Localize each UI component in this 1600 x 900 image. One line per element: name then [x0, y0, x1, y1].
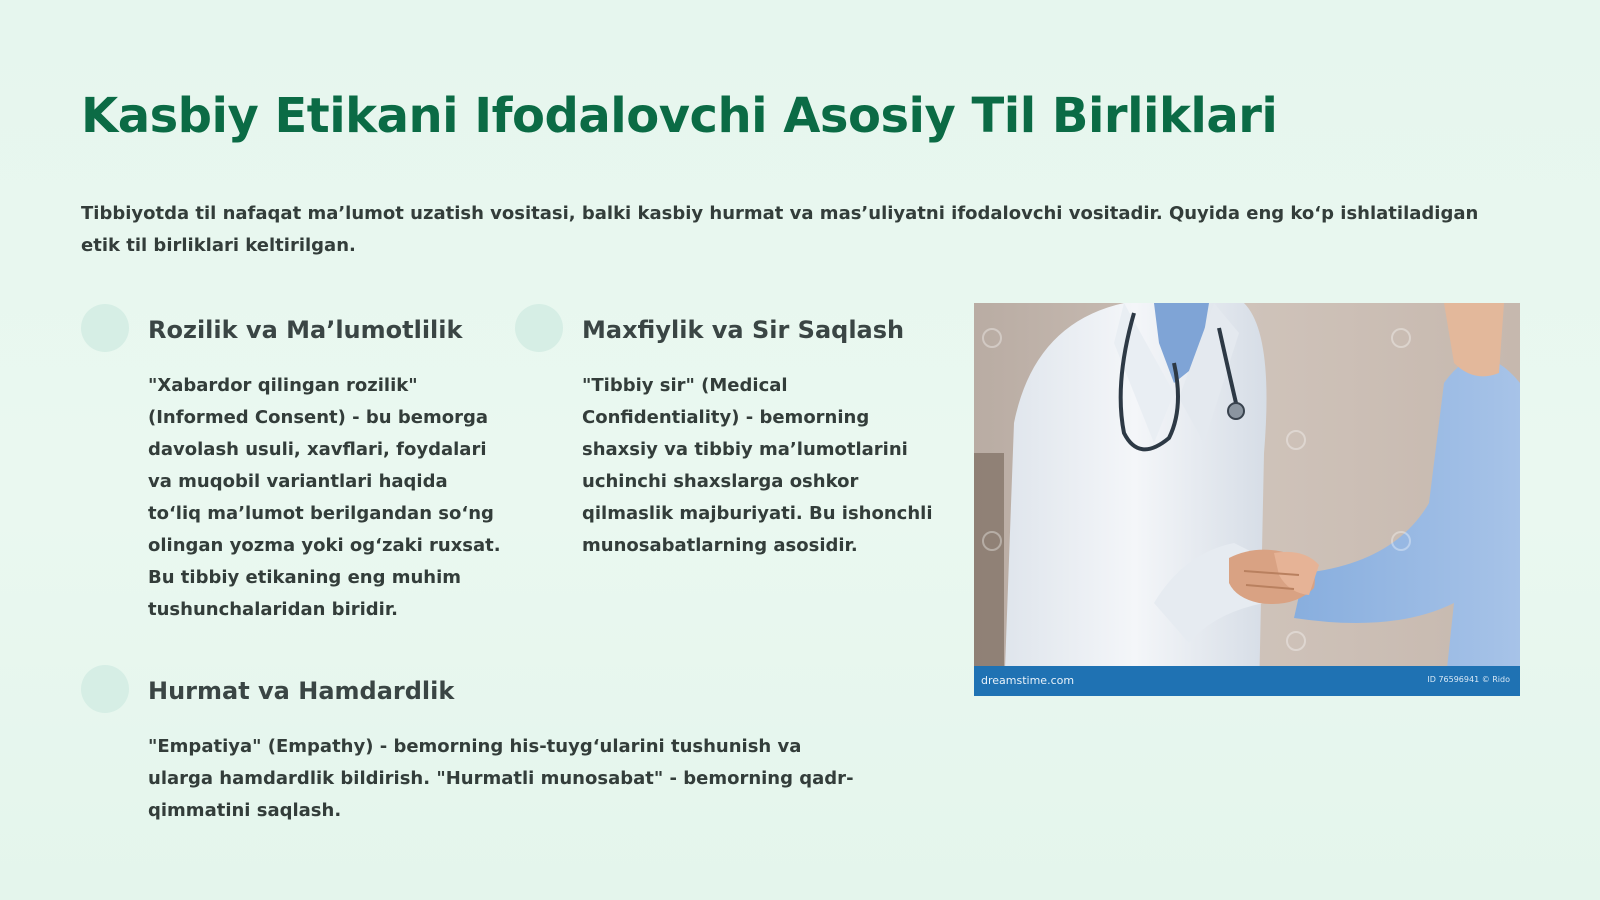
card-heading: Hurmat va Hamdardlik: [148, 677, 455, 705]
card-heading: Rozilik va Ma’lumotlilik: [148, 316, 463, 344]
handshake-illustration: [974, 303, 1520, 696]
card-marker-icon: [81, 665, 129, 713]
doctor-handshake-photo: [974, 303, 1520, 696]
card-marker-icon: [81, 304, 129, 352]
watermark-id: ID 76596941 © Rido: [1427, 675, 1510, 684]
card-heading: Maxfiylik va Sir Saqlash: [582, 316, 905, 344]
watermark-bar: [974, 666, 1520, 696]
watermark-site: dreamstime.com: [981, 674, 1075, 687]
card-body: "Empatiya" (Empathy) - bemorning his-tuyg‘ularini tushunish va ularga hamdardlik bildirish. "Hurmatli munosabat" - bemorning qadr-qimmatini saqlash.: [148, 736, 854, 821]
card-marker-icon: [515, 304, 563, 352]
intro-text: Tibbiyotda til nafaqat ma’lumot uzatish vositasi, balki kasbiy hurmat va mas’uliyatni ifodalovchi vositadir. Quyida eng ko‘p ishlatiladigan etik til birliklari keltirilgan.: [81, 203, 1479, 256]
card-body: "Xabardor qilingan rozilik" (Informed Consent) - bu bemorga davolash usuli, xavflari, foydalari va muqobil variantlari haqida to‘liq ma’lumot berilgandan so‘ng olingan yozma yoki og‘zaki ruxsat. Bu tibbiy etikaning eng muhim tushunchalaridan biridir.: [148, 375, 501, 620]
card-body: "Tibbiy sir" (Medical Confidentiality) - bemorning shaxsiy va tibbiy ma’lumotlarini uchinchi shaxslarga oshkor qilmaslik majburiyati. Bu ishonchli munosabatlarning asosidir.: [582, 375, 933, 556]
slide-title: Kasbiy Etikani Ifodalovchi Asosiy Til Birliklari: [81, 88, 1278, 144]
